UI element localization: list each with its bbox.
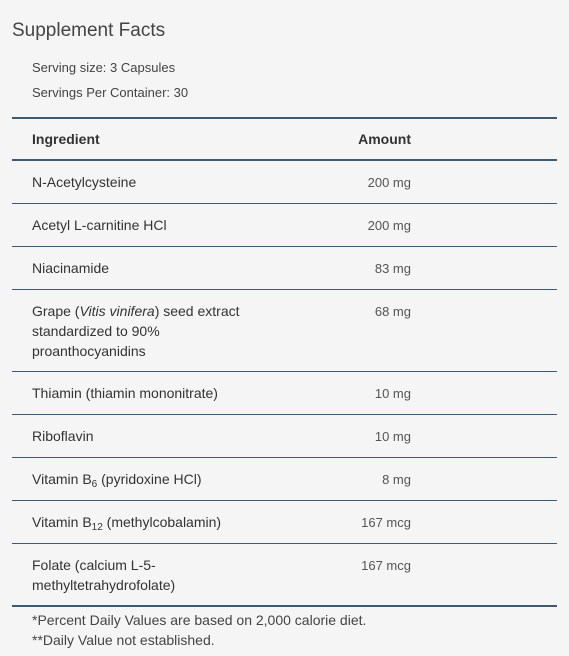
ingredient-name: [32, 383, 272, 403]
ingredient-column-header: Ingredient: [12, 118, 332, 160]
ingredient-cell: [12, 501, 332, 544]
footnote-daily-values: *Percent Daily Values are based on 2,000 calorie diet.: [32, 612, 367, 628]
ingredient-name: [32, 512, 272, 532]
amount-cell: 10 mg: [332, 372, 557, 415]
ingredient-name-text: Niacinamide: [32, 260, 110, 276]
ingredient-cell: [12, 160, 332, 204]
table-row: [12, 544, 557, 607]
ingredient-cell: [12, 544, 332, 607]
ingredient-name-text: Vitamin B: [32, 514, 92, 530]
ingredient-cell: [12, 290, 332, 372]
table-row: [12, 458, 557, 501]
page-title: Supplement Facts: [12, 20, 166, 41]
ingredient-cell: [12, 415, 332, 458]
ingredient-cell: [12, 204, 332, 247]
amount-column-header: Amount: [332, 118, 557, 160]
ingredient-name-text: Folate (calcium L-5-methyltetrahydrofolate): [32, 557, 176, 593]
amount-cell: 83 mg: [332, 247, 557, 290]
table-row: [12, 372, 557, 415]
ingredient-name-suffix: (methylcobalamin): [102, 514, 222, 530]
amount-cell: 167 mcg: [361, 558, 411, 573]
ingredient-name: [32, 426, 272, 446]
ingredient-species-name: Vitis vinifera: [79, 303, 155, 319]
ingredient-name: [32, 469, 272, 489]
ingredient-name-text: Thiamin (thiamin mononitrate): [32, 385, 218, 401]
serving-size: Serving size: 3 Capsules: [32, 60, 176, 75]
table-body: [12, 160, 557, 606]
ingredient-name-suffix: ) seed extract standardized to 90% proanthocyanidins: [32, 303, 240, 359]
ingredient-subscript: 12: [91, 522, 103, 533]
amount-cell: 200 mg: [332, 160, 557, 204]
ingredient-cell: [12, 458, 332, 501]
table-row: [12, 204, 557, 247]
table-row: [12, 290, 557, 372]
servings-per-container: Servings Per Container: 30: [32, 85, 189, 100]
ingredient-name: [32, 301, 272, 361]
ingredient-cell: [12, 247, 332, 290]
ingredient-name-text: N-Acetylcysteine: [32, 174, 137, 190]
table-header-row: [12, 118, 557, 160]
ingredient-cell: [12, 372, 332, 415]
table-row: [12, 415, 557, 458]
ingredient-name-suffix: (pyridoxine HCl): [97, 471, 202, 487]
ingredient-subscript: 6: [91, 479, 98, 490]
table-row: [12, 160, 557, 204]
ingredient-name-text: Grape (: [32, 303, 80, 319]
amount-cell: 200 mg: [332, 204, 557, 247]
amount-cell: 10 mg: [332, 415, 557, 458]
amount-cell: 8 mg: [332, 458, 557, 501]
table-row: [12, 247, 557, 290]
ingredient-name: [32, 555, 272, 595]
amount-cell: 68 mg: [332, 290, 557, 372]
supplement-facts-table: [12, 117, 557, 607]
ingredient-name: [32, 172, 272, 192]
ingredient-name-text: Riboflavin: [32, 428, 94, 444]
ingredient-name-text: Vitamin B: [32, 471, 92, 487]
ingredient-name: [32, 258, 272, 278]
table-row: [12, 501, 557, 544]
amount-cell: 167 mcg: [332, 501, 557, 544]
ingredient-name-text: Acetyl L-carnitine HCl: [32, 217, 167, 233]
footnote-not-established: **Daily Value not established.: [32, 632, 215, 648]
ingredient-name: [32, 215, 272, 235]
